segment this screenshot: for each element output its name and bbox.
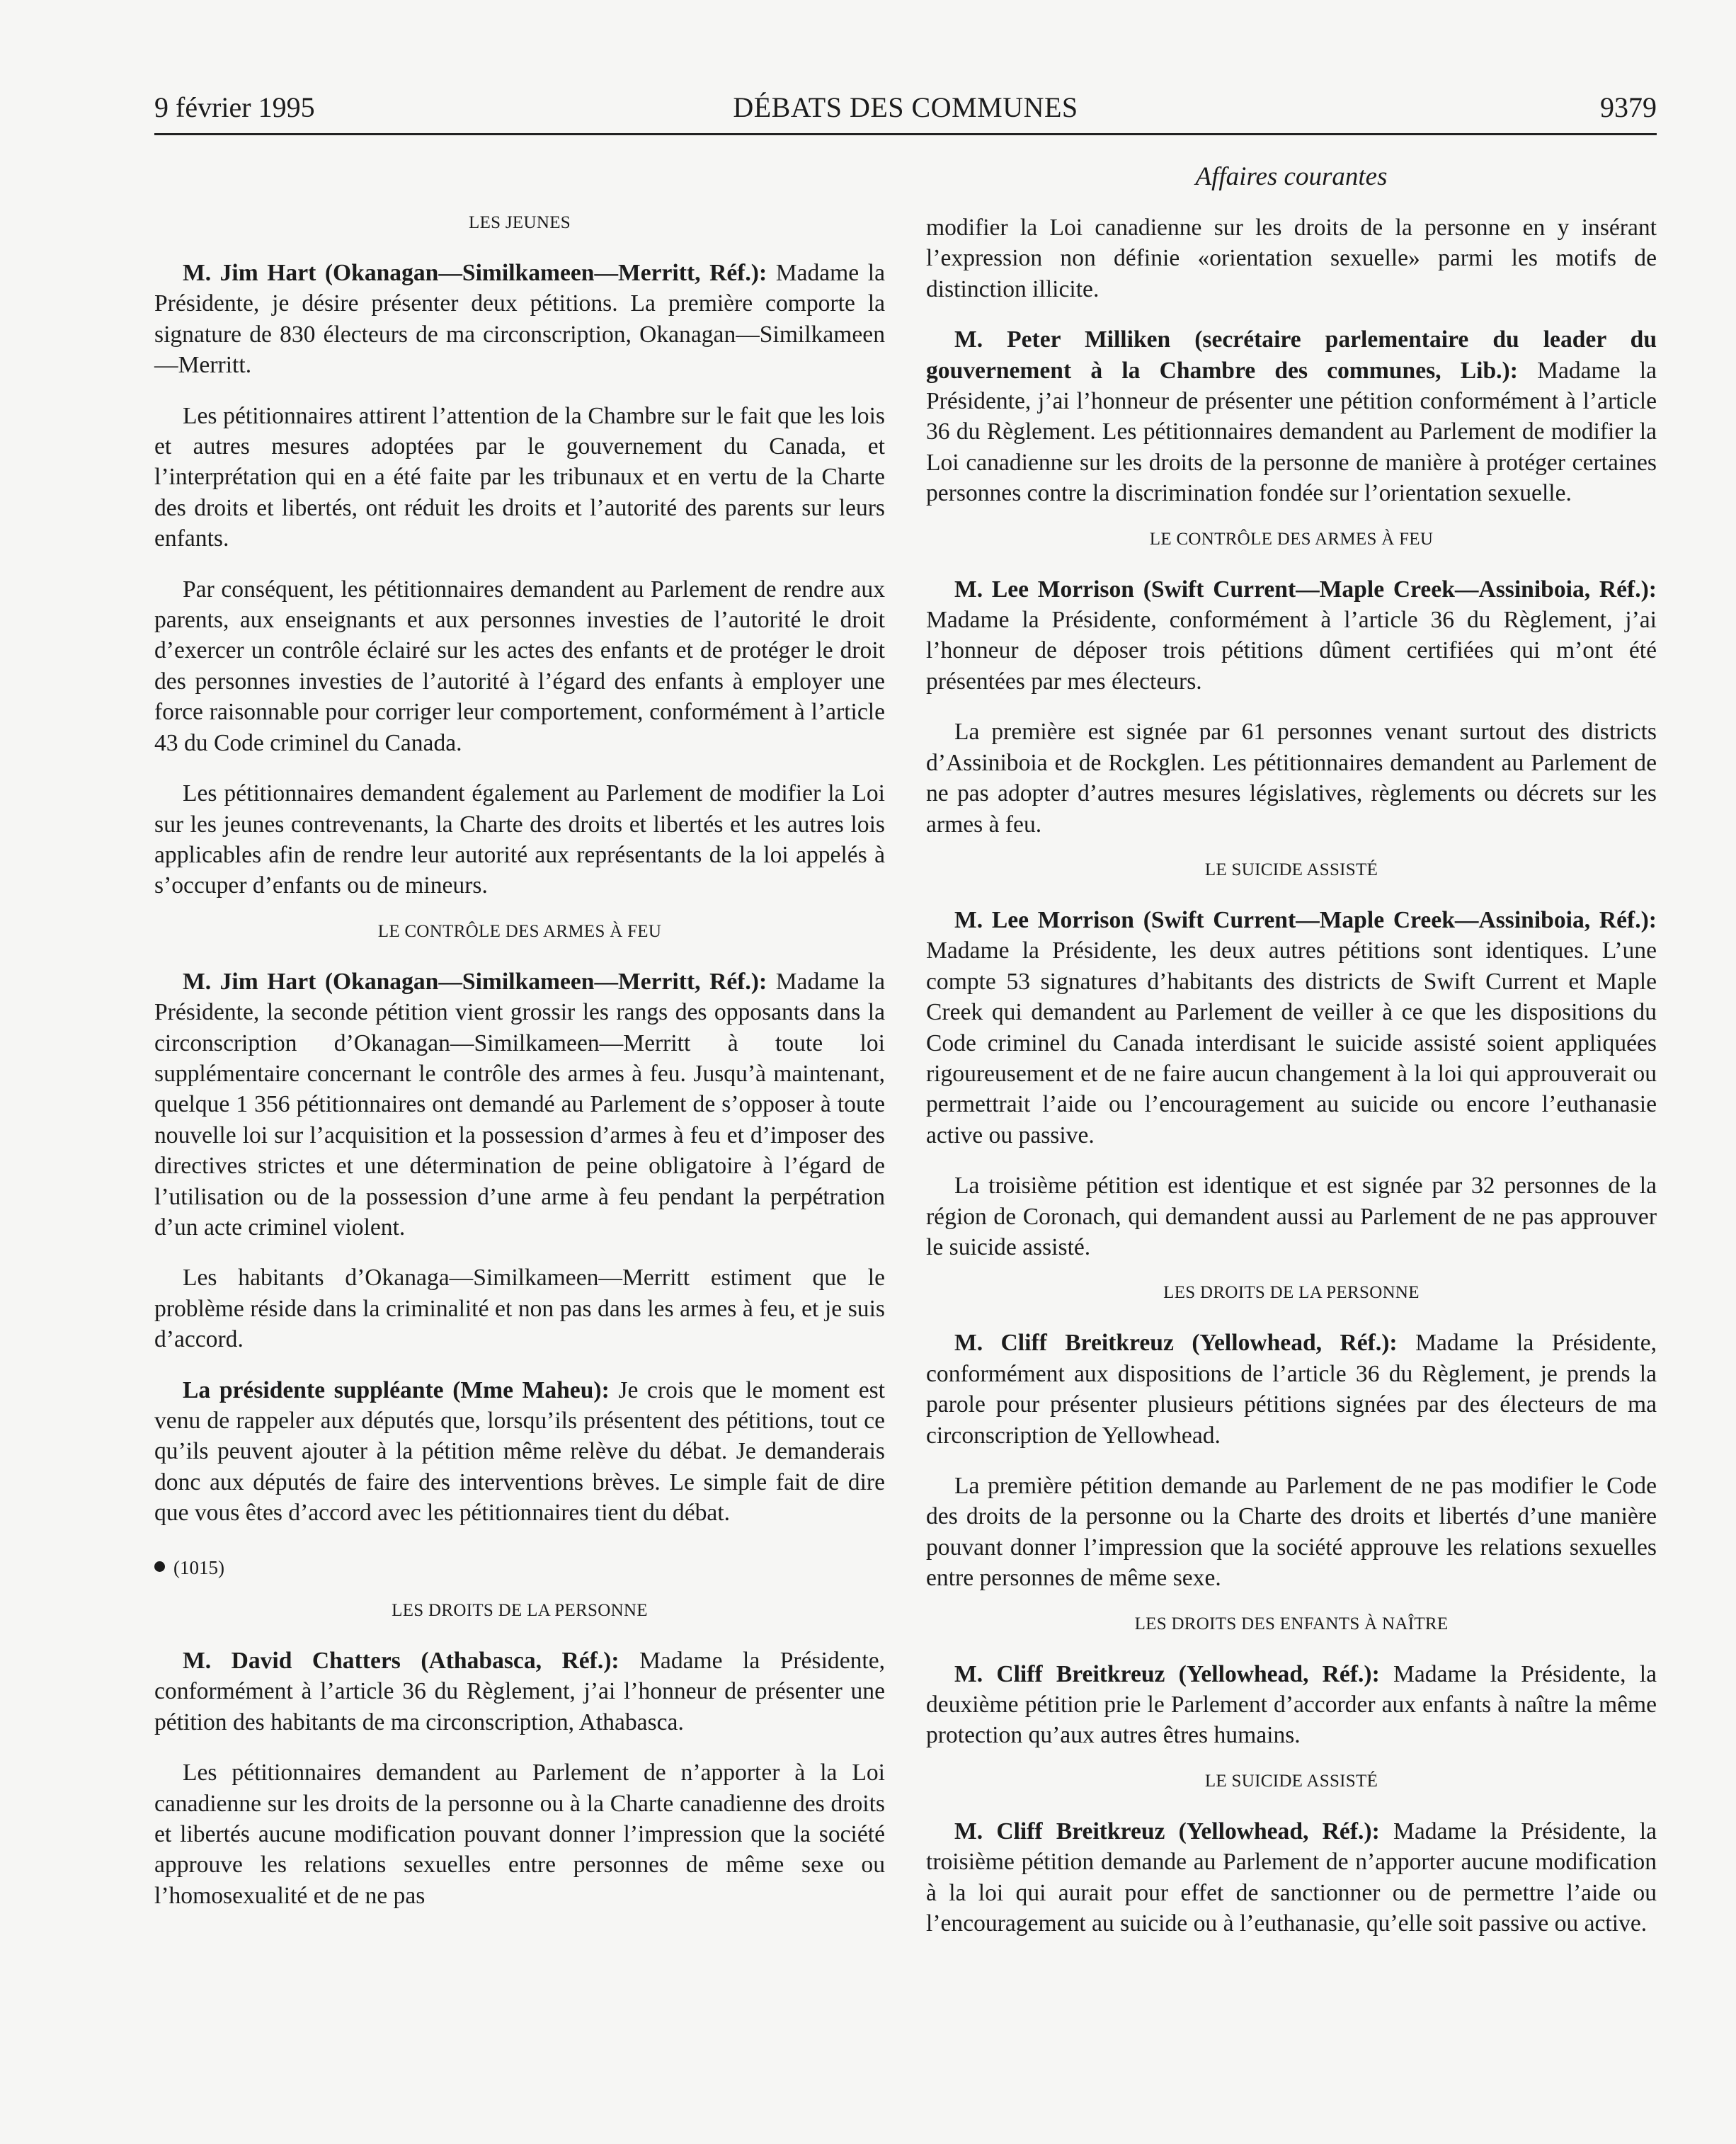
paragraph: [926, 324, 1657, 508]
speech-text: Madame la Présidente, conformément à l’article 36 du Règlement, j’ai l’honneur de présenter une pétition des habitants de ma circonscription, Athabasca.: [154, 1648, 886, 1735]
paragraph: [926, 1659, 1657, 1751]
paragraph: [154, 1646, 885, 1738]
timestamp-text: (1015): [173, 1556, 224, 1578]
speech-text: Madame la Présidente, j’ai l’honneur de présenter une pétition conformément à l’article 36 du Règlement. Les pétitionnaires demandent au Parlement de modifier la Loi canadienne sur les droits de la personne de manière à protéger certaines personnes contre la discrimination fondée sur l’orientation sexuelle.: [926, 357, 1657, 507]
paragraph: La troisième pétition est identique et est signée par 32 personnes de la région de Coronach, qui demandent aussi au Parlement de ne pas approuver le suicide assisté.: [926, 1173, 1657, 1260]
page-header: [154, 84, 1657, 135]
speech-text: Madame la Présidente, conformément aux dispositions de l’article 36 du Règlement, je prends la parole pour présenter plusieurs pétitions signées par des électeurs de ma circonscription de Yellowhead.: [926, 1330, 1657, 1449]
heading-les-jeunes: LES JEUNES: [469, 213, 571, 232]
speaker-name: M. Cliff Breitkreuz (Yellowhead, Réf.):: [954, 1818, 1380, 1844]
left-column: [154, 212, 885, 1931]
heading-droits-personne: LES DROITS DE LA PERSONNE: [1163, 1283, 1420, 1303]
heading-droits-enfants: LES DROITS DES ENFANTS À NAÎTRE: [1134, 1614, 1449, 1633]
speech-text: Madame la Présidente, conformément à l’article 36 du Règlement, j’ai l’honneur de déposer trois pétitions dûment certifiées qui m’ont été présentées par mes électeurs.: [926, 607, 1657, 695]
speech-text: Madame la Présidente, la troisième pétition demande au Parlement de n’apporter aucune modification à la loi qui aurait pour effet de sanctionner ou de permettre l’aide ou l’encouragement au suicide ou à l’euthanasie, qu’elle soit passive ou active.: [926, 1818, 1657, 1937]
paragraph: [926, 1816, 1657, 1939]
paragraph: [926, 1328, 1657, 1451]
paragraph: Les pétitionnaires demandent au Parlement de n’apporter à la Loi canadienne sur les droits de la personne ou à la Charte canadienne des droits et libertés aucune modification pouvant donner l’impression que la société approuve les relations sexuelles entre personnes de même sexe ou l’homosexualité et de ne pas: [154, 1760, 885, 1909]
right-column: [926, 212, 1657, 1958]
speech-text: Madame la Présidente, je désire présenter deux pétitions. La première comporte la signature de 830 électeurs de ma circonscription, Okanagan—Similkameen—Merritt.: [154, 260, 885, 379]
paragraph: Les pétitionnaires attirent l’attention de la Chambre sur le fait que les lois et autres mesures adoptées par le gouvernement du Canada, et l’interprétation qui en a été faite par les tribunaux et en vertu de la Charte des droits et libertés, ont réduit les droits et l’autorité des parents sur leurs enfants.: [154, 402, 885, 552]
heading-controle-armes: LE CONTRÔLE DES ARMES À FEU: [377, 921, 662, 941]
speaker-name: M. David Chatters (Athabasca, Réf.):: [183, 1648, 619, 1675]
paragraph: [154, 1375, 885, 1529]
heading-suicide-assiste: LE SUICIDE ASSISTÉ: [1204, 860, 1378, 879]
speaker-name: M. Cliff Breitkreuz (Yellowhead, Réf.):: [954, 1660, 1380, 1687]
speech-text: Madame la Présidente, la deuxième pétition prie le Parlement d’accorder aux enfants à naître la même protection qu’aux autres êtres humains.: [926, 1660, 1657, 1749]
speaker-name: M. Lee Morrison (Swift Current—Maple Creek—Assiniboia, Réf.):: [954, 576, 1657, 603]
section-rubric: Affaires courantes: [1195, 162, 1388, 191]
speech-text: Je crois que le moment est venu de rappeler aux députés que, lorsqu’ils présentent des pétitions, tout ce qu’ils peuvent ajouter à la pétition même relève du débat. Je demanderais donc aux députés de faire des interventions brèves. Le simple fait de dire que vous êtes d’accord avec les pétitionnaires tient du débat.: [154, 1376, 885, 1527]
paragraph: [926, 905, 1657, 1151]
paragraph: La première pétition demande au Parlement de ne pas modifier le Code des droits de la personne ou la Charte des droits et libertés d’une manière pouvant donner l’impression que la société approuve les relations sexuelles entre personnes de même sexe.: [926, 1473, 1657, 1592]
heading-controle-armes: LE CONTRÔLE DES ARMES À FEU: [1149, 529, 1434, 549]
speaker-name: M. Cliff Breitkreuz (Yellowhead, Réf.):: [954, 1330, 1398, 1357]
speech-text: Madame la Présidente, les deux autres pétitions sont identiques. L’une compte 53 signatures d’habitants des districts de Swift Current et Maple Creek qui demandent au Parlement de veiller à ce que les dispositions du Code criminel du Canada interdisant le suicide assisté soient appliquées rigoureusement et de ne faire aucun changement à la loi qui approuverait ou permettrait l’aide ou l’encouragement au suicide ou encore l’euthanasie active ou passive.: [926, 937, 1657, 1148]
header-page-number: 9379: [1600, 91, 1657, 123]
paragraph: [926, 574, 1657, 697]
heading-suicide-assiste: LE SUICIDE ASSISTÉ: [1204, 1771, 1378, 1791]
timestamp-marker: [154, 1553, 885, 1583]
paragraph: [154, 258, 885, 381]
header-title: DÉBATS DES COMMUNES: [733, 91, 1078, 123]
paragraph: Les pétitionnaires demandent également au Parlement de modifier la Loi sur les jeunes contrevenants, la Charte des droits et libertés et les autres lois applicables afin de rendre leur autorité aux représentants de la loi appelés à s’occuper d’enfants ou de mineurs.: [154, 780, 885, 899]
heading-droits-personne: LES DROITS DE LA PERSONNE: [392, 1601, 648, 1621]
speaker-name: M. Jim Hart (Okanagan—Similkameen—Merritt, Réf.):: [183, 260, 767, 286]
paragraph: Par conséquent, les pétitionnaires demandent au Parlement de rendre aux parents, aux enseignants et aux personnes investies de l’autorité le droit d’exercer un contrôle éclairé sur les actes des enfants et de protéger le droit des personnes investies de l’autorité à l’égard des enfants à employer une force raisonnable pour corriger leur comportement, conformément à l’article 43 du Code criminel du Canada.: [154, 576, 885, 756]
speech-text: Madame la Présidente, la seconde pétition vient grossir les rangs des opposants dans la circonscription d’Okanagan—Similkameen—Merritt à toute loi supplémentaire concernant le contrôle des armes à feu. Jusqu’à maintenant, quelque 1 356 pétitionnaires ont demandé au Parlement de s’opposer à toute nouvelle loi sur l’acquisition et la possession d’armes à feu et d’imposer des directives strictes et une détermination de peine obligatoire à l’égard de l’utilisation ou de la possession d’une arme à feu pendant la perpétration d’un acte criminel violent.: [154, 968, 885, 1241]
speaker-name: La présidente suppléante (Mme Maheu):: [183, 1376, 610, 1403]
bullet-icon: [154, 1561, 165, 1572]
paragraph: Les habitants d’Okanaga—Similkameen—Merritt estiment que le problème réside dans la criminalité et non pas dans les armes à feu, et je suis d’accord.: [154, 1265, 885, 1353]
paragraph: [154, 966, 885, 1243]
paragraph: La première est signée par 61 personnes venant surtout des districts d’Assiniboia et de Rockglen. Les pétitionnaires demandent au Parlement de ne pas adopter d’autres mesures législatives, règlements ou décrets sur les armes à feu.: [926, 719, 1657, 838]
paragraph-continued: modifier la Loi canadienne sur les droits de la personne en y insérant l’expression non définie «orientation sexuelle» parmi les motifs de distinction illicite.: [926, 215, 1657, 302]
header-date: 9 février 1995: [154, 91, 315, 123]
speaker-name: M. Jim Hart (Okanagan—Similkameen—Merritt, Réf.):: [183, 968, 767, 995]
speaker-name: M. Peter Milliken (secrétaire parlementaire du leader du gouvernement à la Chambre des communes, Lib.):: [926, 326, 1657, 384]
speaker-name: M. Lee Morrison (Swift Current—Maple Creek—Assiniboia, Réf.):: [954, 906, 1657, 933]
